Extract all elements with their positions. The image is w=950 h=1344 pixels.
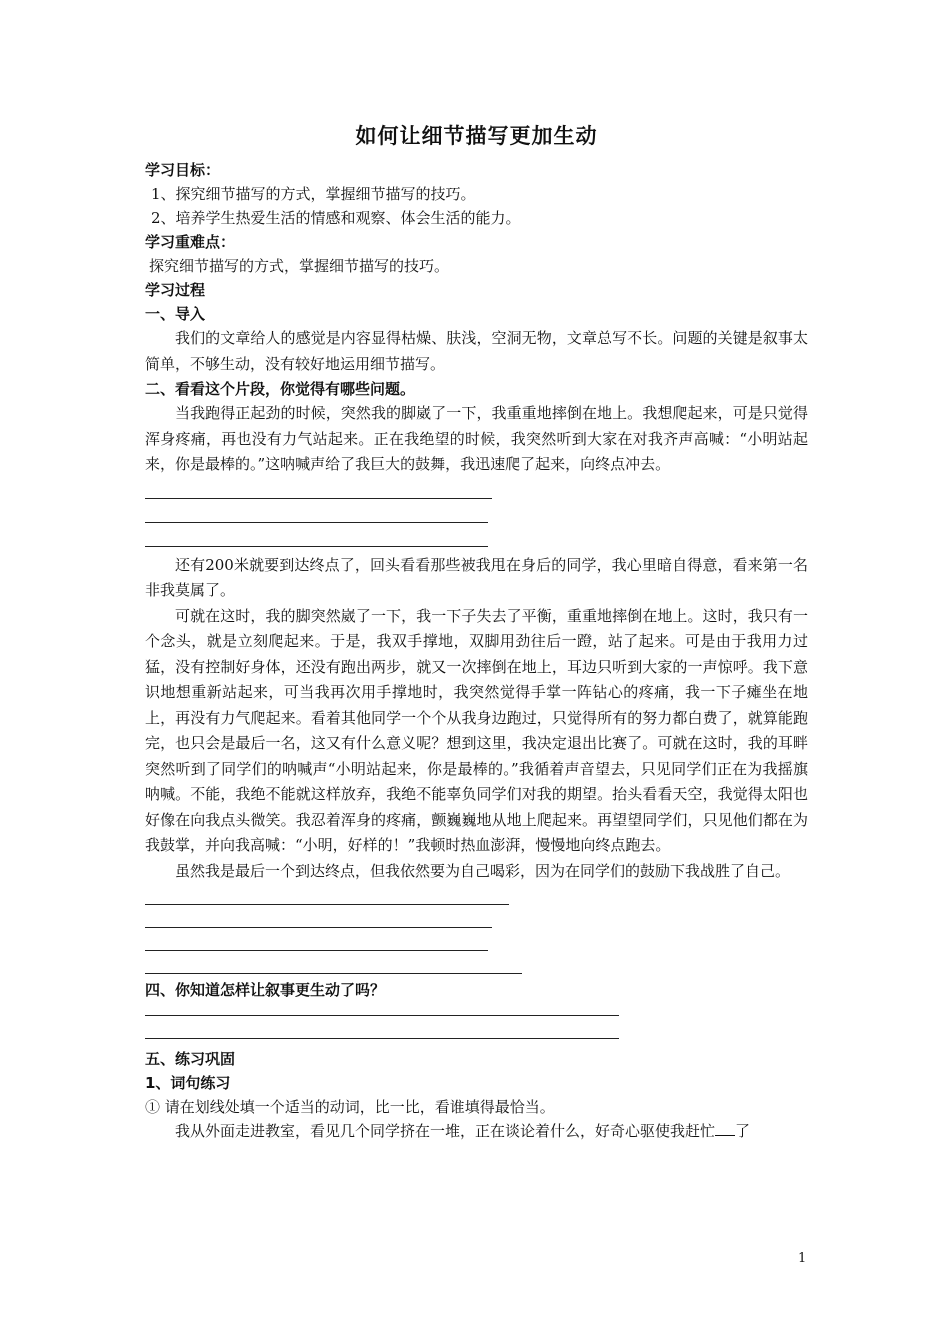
page-number: 1 xyxy=(798,1251,807,1266)
section3-paragraph-2: 可就在这时，我的脚突然崴了一下，我一下子失去了平衡，重重地摔倒在地上。这时，我只有一个念头，就是立刻爬起来。于是，我双手撑地，双脚用劲往后一蹬，站了起来。可是由于我用力过猛，没有控制好身体，还没有跑出两步，就又一次摔倒在地上，耳边只听到大家的一声惊呼。我下意识地想重新站起来，可当我再次用手撑地时，我突然觉得手掌一阵钻心的疼痛，我一下子瘫坐在地上，再没有力气爬起来。看着其他同学一个个从我身边跑过，只觉得所有的努力都白费了，就算能跑完，也只会是最后一名，这又有什么意义呢？想到这里，我决定退出比赛了。可就在这时，我的耳畔突然听到了同学们的呐喊声“小明站起来，你是最棒的。”我循着声音望去，只见同学们正在为我摇旗呐喊。不能，我绝不能就这样放弃，我绝不能辜负同学们对我的期望。抬头看看天空，我觉得太阳也好像在向我点头微笑。我忍着浑身的疼痛，颤巍巍地从地上爬起来。再望望同学们，只见他们都在为我鼓掌，并向我高喊：“小明，好样的！”我顿时热血澎湃，慢慢地向终点跑去。 xyxy=(145,606,808,854)
key-points-heading: 学习重难点： xyxy=(145,233,236,251)
process-heading: 学习过程 xyxy=(145,281,206,299)
objectives-heading: 学习目标： xyxy=(145,161,221,179)
exercise-item: ① 请在划线处填一个适当的动词，比一比，看谁填得最恰当。 xyxy=(145,1098,555,1116)
section2-text: 当我跑得正起劲的时候，突然我的脚崴了一下，我重重地摔倒在地上。我想爬起来，可是只觉得浑身疼痛，再也没有力气站起来。正在我绝望的时候，我突然听到大家在对我齐声高喊：“小明站起来，你是最棒的。”这呐喊声给了我巨大的鼓舞，我迅速爬了起来，向终点冲去。 xyxy=(145,404,808,473)
document-title: 如何让细节描写更加生动 xyxy=(355,124,598,148)
section3-paragraph-1: 还有200米就要到达终点了，回头看看那些被我甩在身后的同学，我心里暗自得意，看来第一名非我莫属了。 xyxy=(145,555,808,599)
objective-item-1: 1、探究细节描写的方式，掌握细节描写的技巧。 xyxy=(151,185,476,203)
exercise-sentence-end: 了 xyxy=(735,1122,751,1140)
exercise-sub-heading: 1、词句练习 xyxy=(145,1074,231,1092)
document-page xyxy=(145,120,808,1145)
key-points-text: 探究细节描写的方式，掌握细节描写的技巧。 xyxy=(149,257,450,275)
section2-heading: 二、看看这个片段，你觉得有哪些问题。 xyxy=(145,380,416,398)
section3-paragraph-3: 虽然我是最后一个到达终点，但我依然要为自己喝彩，因为在同学们的鼓励下我战胜了自己。 xyxy=(175,861,791,880)
fill-blank[interactable] xyxy=(715,1121,735,1136)
section5-heading: 五、练习巩固 xyxy=(145,1050,236,1068)
exercise-text xyxy=(145,1119,808,1145)
section1-heading: 一、导入 xyxy=(145,305,206,323)
section4-heading: 四、你知道怎样让叙事更生动了吗？ xyxy=(145,981,386,999)
section1-text: 我们的文章给人的感觉是内容显得枯燥、肤浅，空洞无物，文章总写不长。问题的关键是叙事太简单，不够生动，没有较好地运用细节描写。 xyxy=(145,329,808,373)
objective-item-2: 2、培养学生热爱生活的情感和观察、体会生活的能力。 xyxy=(151,209,521,227)
exercise-sentence: 我从外面走进教室，看见几个同学挤在一堆，正在谈论着什么，好奇心驱使我赶忙 xyxy=(175,1122,716,1140)
